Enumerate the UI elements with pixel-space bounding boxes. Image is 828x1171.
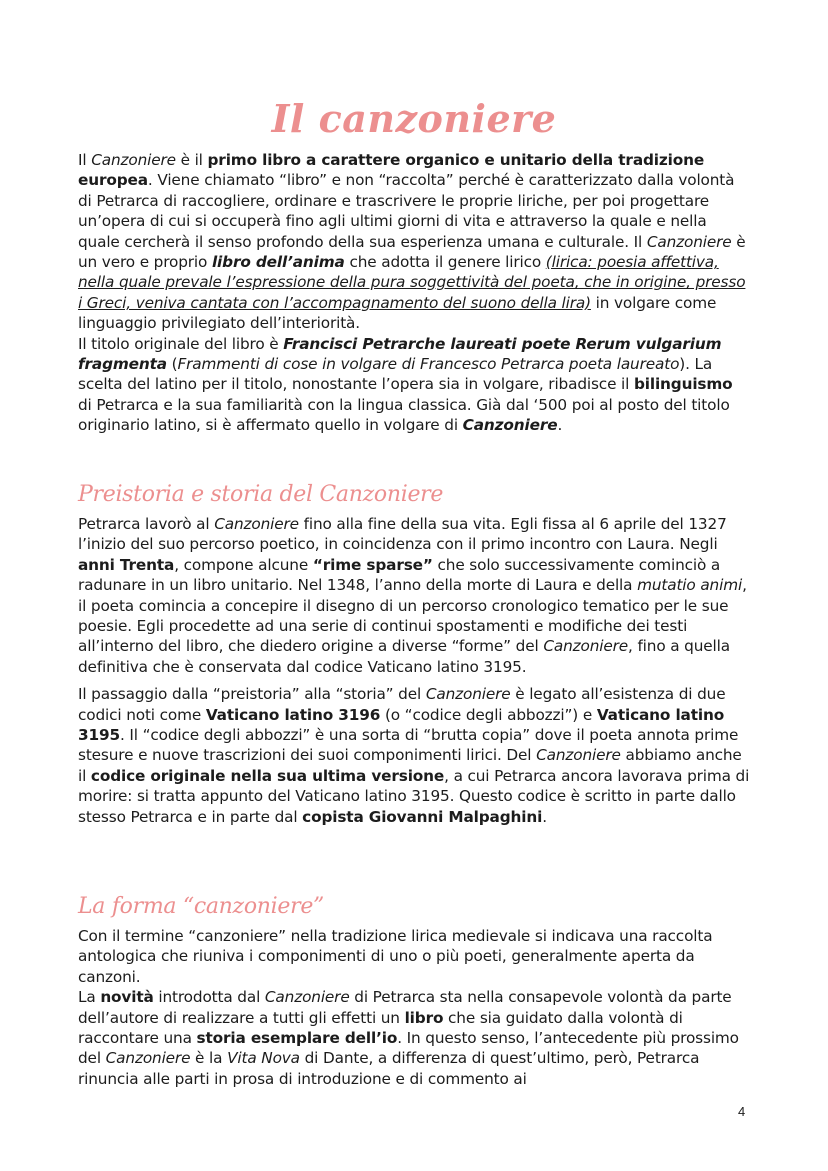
intro-paragraph-1: Il Canzoniere è il primo libro a carattere organico e unitario della tradizione europea. Viene chiamato “libro” e non “raccolta” perché è caratterizzato dalla volontà di Petrarca di raccogliere, ordinare e trascrivere le proprie liriche, per poi progettare un’opera di cui si occuperà fino agli ultimi giorni di vita e attraverso la quale e nella quale cercherà il senso profondo della sua esperienza umana e culturale. Il Canzoniere è un vero e proprio libro dell’anima che adotta il genere lirico (lirica: poesia affettiva, nella quale prevale l’espressione della pura soggettività del poeta, che in origine, presso i Greci, veniva cantata con l’accompagnamento del suono della lira) in volgare come linguaggio privilegiato dell’interiorità.: [78, 151, 746, 333]
page-title: Il canzoniere: [271, 96, 557, 141]
section-heading-preistoria: Preistoria e storia del Canzoniere: [78, 482, 444, 507]
forma-section: [78, 926, 750, 1089]
section-heading-forma: La forma “canzoniere”: [78, 894, 324, 919]
intro-paragraph-2: Il titolo originale del libro è Francisci Petrarche laureati poete Rerum vulgarium fragmenta (Frammenti di cose in volgare di Francesco Petrarca poeta laureato). La scelta del latino per il titolo, nonostante l’opera sia in volgare, ribadisce il bilinguismo di Petrarca e la sua familiarità con la lingua classica. Già dal ‘500 poi al posto del titolo originario latino, si è affermato quello in volgare di Canzoniere.: [78, 334, 733, 435]
preistoria-section: [78, 514, 750, 827]
preistoria-paragraph-1: Petrarca lavorò al Canzoniere fino alla fine della sua vita. Egli fissa al 6 aprile del 1327 l’inizio del suo percorso poetico, in coincidenza con il primo incontro con Laura. Negli anni Trenta, compone alcune “rime sparse” che solo successivamente cominciò a radunare in un libro unitario. Nel 1348, l’anno della morte di Laura e della mutatio animi, il poeta comincia a concepire il disegno di un percorso cronologico tematico per le sue poesie. Egli procedette ad una serie di continui spostamenti e modifiche dei testi all’interno del libro, che diedero origine a diverse “forme” del Canzoniere, fino a quella definitiva che è conservata dal codice Vaticano latino 3195.: [78, 515, 747, 676]
intro-section: [78, 150, 750, 436]
lirica-definition: (lirica: poesia affettiva, nella quale prevale l’espressione della pura soggettività del poeta, che in origine, presso i Greci, veniva cantata con l’accompagnamento del suono della lira): [78, 253, 746, 312]
preistoria-paragraph-2: Il passaggio dalla “preistoria” alla “storia” del Canzoniere è legato all’esistenza di due codici noti come Vaticano latino 3196 (o “codice degli abbozzi”) e Vaticano latino 3195. Il “codice degli abbozzi” è una sorta di “brutta copia” dove il poeta annota prime stesure e nuove trascrizioni dei suoi componimenti lirici. Del Canzoniere abbiamo anche il codice originale nella sua ultima versione, a cui Petrarca ancora lavorava prima di morire: si tratta appunto del Vaticano latino 3195. Questo codice è scritto in parte dallo stesso Petrarca e in parte dal copista Giovanni Malpaghini.: [78, 685, 750, 826]
forma-paragraph-1: Con il termine “canzoniere” nella tradizione lirica medievale si indicava una raccolta antologica che riuniva i componimenti di uno o più poeti, generalmente aperta da canzoni.: [78, 927, 713, 986]
forma-paragraph-2: La novità introdotta dal Canzoniere di Petrarca sta nella consapevole volontà da parte dell’autore di realizzare a tutti gli effetti un libro che sia guidato dalla volontà di raccontare una storia esemplare dell’io. In questo senso, l’antecedente più prossimo del Canzoniere è la Vita Nova di Dante, a differenza di quest’ultimo, però, Petrarca rinuncia alle parti in prosa di introduzione e di commento ai: [78, 988, 739, 1088]
page-number: 4: [738, 1104, 746, 1119]
